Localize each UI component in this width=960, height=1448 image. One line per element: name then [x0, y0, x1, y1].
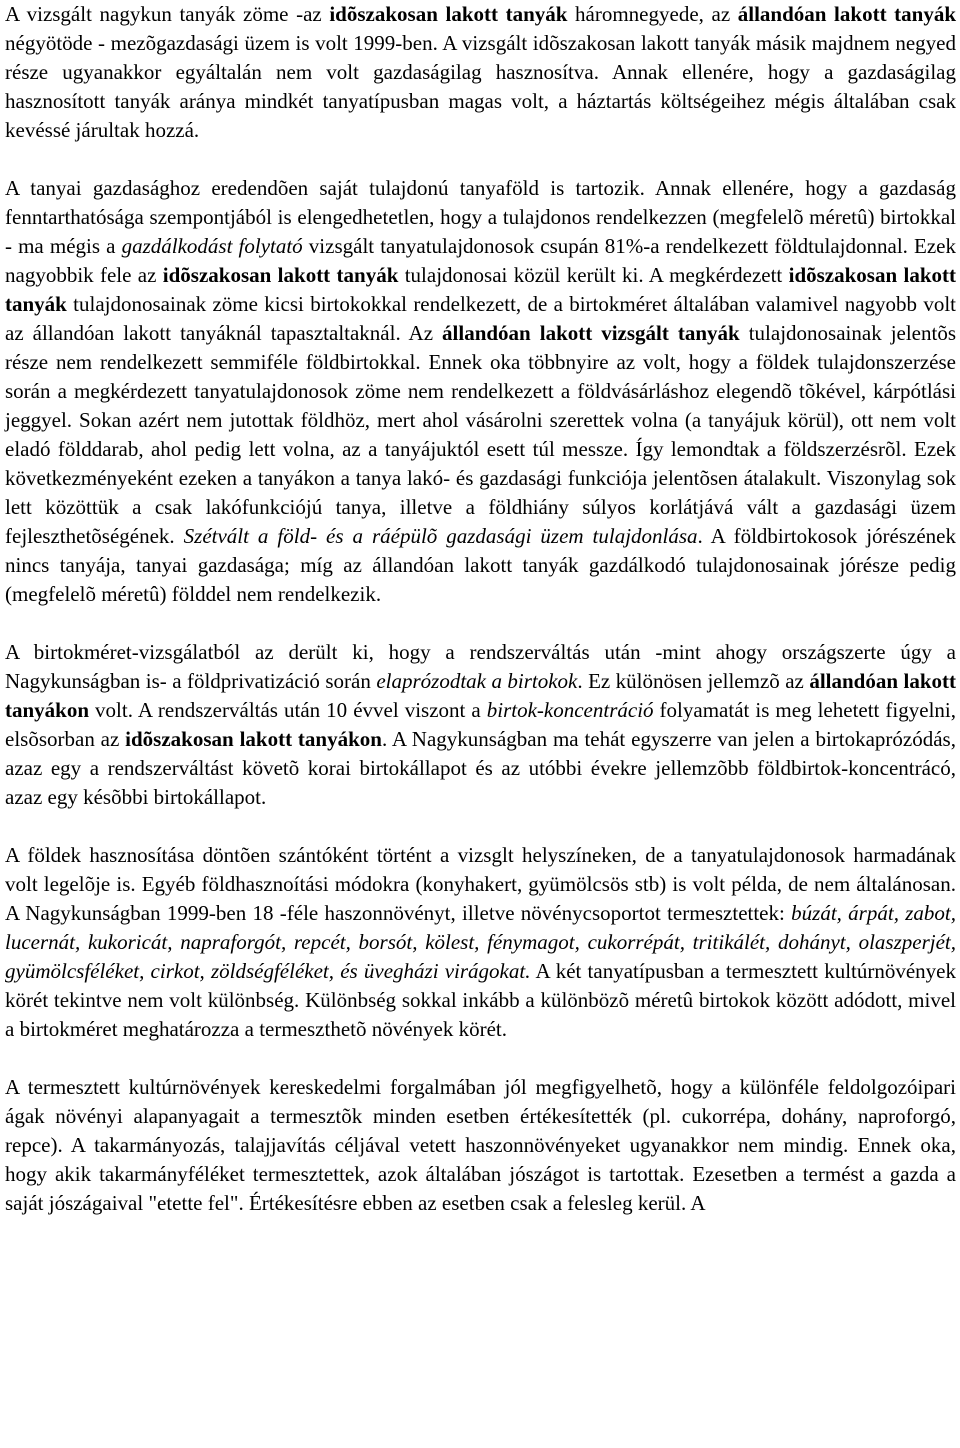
text-run: . Ez különösen jellemzõ az	[577, 669, 810, 693]
italic-term: Szétvált a föld- és a ráépülõ gazdasági üzem tulajdonlása	[183, 524, 698, 548]
text-run: tulajdonosai közül került ki. A megkérdezett	[398, 263, 789, 287]
bold-term: állandóan lakott tanyákon	[5, 669, 956, 722]
bold-term: idõszakosan lakott tanyák	[329, 2, 568, 26]
paragraph-5	[5, 1073, 956, 1218]
italic-term: búzát, árpát, zabot, lucernát, kukoricát, napraforgót, repcét, borsót, kölest, fénymagot, cukorrépát, tritikálét, dohányt, olaszperjét, gyümölcsféléket, cirkot, zöldségféléket, és üvegházi virágokat.	[5, 901, 956, 983]
paragraph-1	[5, 0, 956, 145]
text-run: A tanyai gazdasághoz eredendõen saját tulajdonú tanyaföld is tartozik. Annak ellenére, hogy a gazdaság fenntarthatósága szempontjából is elengedhetetlen, hogy a tulajdonos rendelkezzen (megfelelõ méretû) birtokkal - ma mégis a	[5, 176, 956, 258]
bold-term: állandóan lakott tanyák	[737, 2, 957, 26]
italic-term: elaprózodtak a birtokok	[376, 669, 578, 693]
bold-term: idõszakosan lakott tanyákon	[125, 727, 382, 751]
paragraph-2	[5, 174, 956, 609]
text-run: A vizsgált nagykun tanyák zöme -az	[5, 2, 330, 26]
text-run: A termesztett kultúrnövények kereskedelmi forgalmában jól megfigyelhetõ, hogy a különféle feldolgozóipari ágak növényi alapanyagait a termesztõk minden esetben értékesítették (pl. cukorrépa, dohány, naproforgó, repce). A takarmányozás, talajjavítás céljával vetett haszonnövényeket ugyanakkor nem mindig. Ennek oka, hogy akik takarmányféléket termesztettek, azok általában jószágot is tartottak. Ezesetben a termést a gazda a saját jószágaival "etette fel". Értékesítésre ebben az esetben csak a felesleg kerül. A	[5, 1075, 956, 1215]
text-run: négyötöde - mezõgazdasági üzem is volt 1999-ben. A vizsgált idõszakosan lakott tanyák másik majdnem negyed része ugyanakkor egyáltalán nem volt gazdaságilag hasznosítva. Annak ellenére, hogy a gazdaságilag hasznosított tanyák aránya mindkét tanyatípusban magas volt, a háztartás költségeihez mégis általában csak kevéssé járultak hozzá.	[5, 31, 956, 142]
text-run: háromnegyede, az	[567, 2, 738, 26]
text-run: volt. A rendszerváltás után 10 évvel viszont a	[89, 698, 487, 722]
text-run: . A Nagykunságban ma tehát egyszerre van jelen a birtokaprózódás, azaz egy a rendszerváltást követõ korai birtokállapot és az utóbbi évekre jellemzõbb földbirtok-koncentrácó, azaz egy késõbbi birtokállapot.	[5, 727, 956, 809]
text-run: folyamatát is meg lehetett figyelni, elsõsorban az	[5, 698, 956, 751]
text-run: vizsgált tanyatulajdonosok csupán 81%-a rendelkezett földtulajdonnal. Ezek nagyobbik fele az	[5, 234, 956, 287]
bold-term: állandóan lakott vizsgált tanyák	[442, 321, 740, 345]
document-page	[5, 0, 956, 1218]
bold-term: idõszakosan lakott tanyák	[5, 263, 956, 316]
paragraph-3	[5, 638, 956, 812]
text-run: . A földbirtokosok jórészének nincs tanyája, tanyai gazdasága; míg az állandóan lakott tanyák gazdálkodó tulajdonosainak jórésze pedig (megfelelõ méretû) földdel nem rendelkezik.	[5, 524, 956, 606]
italic-term: birtok-koncentráció	[486, 698, 654, 722]
text-run: A birtokméret-vizsgálatból az derült ki, hogy a rendszerváltás után -mint ahogy országszerte úgy a Nagykunságban is- a földprivatizáció során	[5, 640, 956, 693]
text-run: A földek hasznosítása döntõen szántóként történt a vizsglt helyszíneken, de a tanyatulajdonosok harmadának volt legelõje is. Egyéb földhasznoítási módokra (konyhakert, gyümölcsös stb) is volt példa, de nem általánosan. A Nagykunságban 1999-ben 18 -féle haszonnövényt, illetve növénycsoportot termesztettek:	[5, 843, 956, 925]
italic-term: gazdálkodást folytató	[121, 234, 303, 258]
text-run: tulajdonosainak zöme kicsi birtokokkal rendelkezett, de a birtokméret általában valamivel nagyobb volt az állandóan lakott tanyáknál tapasztaltaknál. Az	[5, 292, 956, 345]
paragraph-4	[5, 841, 956, 1044]
bold-term: idõszakosan lakott tanyák	[162, 263, 399, 287]
text-run: tulajdonosainak jelentõs része nem rendelkezett semmiféle földbirtokkal. Ennek oka többnyire az volt, hogy a földek tulajdonszerzése során a megkérdezett tanyatulajdonosok zöme nem rendelkezett a földvásárláshoz elegendõ tõkével, kárpótlási jeggyel. Sokan azért nem jutottak földhöz, mert ahol vásárolni szerettek volna (a tanyájuk körül), ott nem volt eladó földdarab, ahol pedig lett volna, az a tanyájuktól esett túl messze. Így lemondtak a földszerzésrõl. Ezek következményeként ezeken a tanyákon a tanya lakó- és gazdasági funkciója jelentõsen átalakult. Viszonylag sok lett közöttük a csak lakófunkciójú tanya, illetve a földhiány súlyos korlátjává vált a gazdasági üzem fejleszthetõségének.	[5, 321, 957, 548]
text-run: A két tanyatípusban a termesztett kultúrnövények körét tekintve nem volt különbség. Különbség sokkal inkább a különbözõ méretû birtokok között adódott, mivel a birtokméret meghatározza a termeszthetõ növények körét.	[5, 959, 957, 1041]
